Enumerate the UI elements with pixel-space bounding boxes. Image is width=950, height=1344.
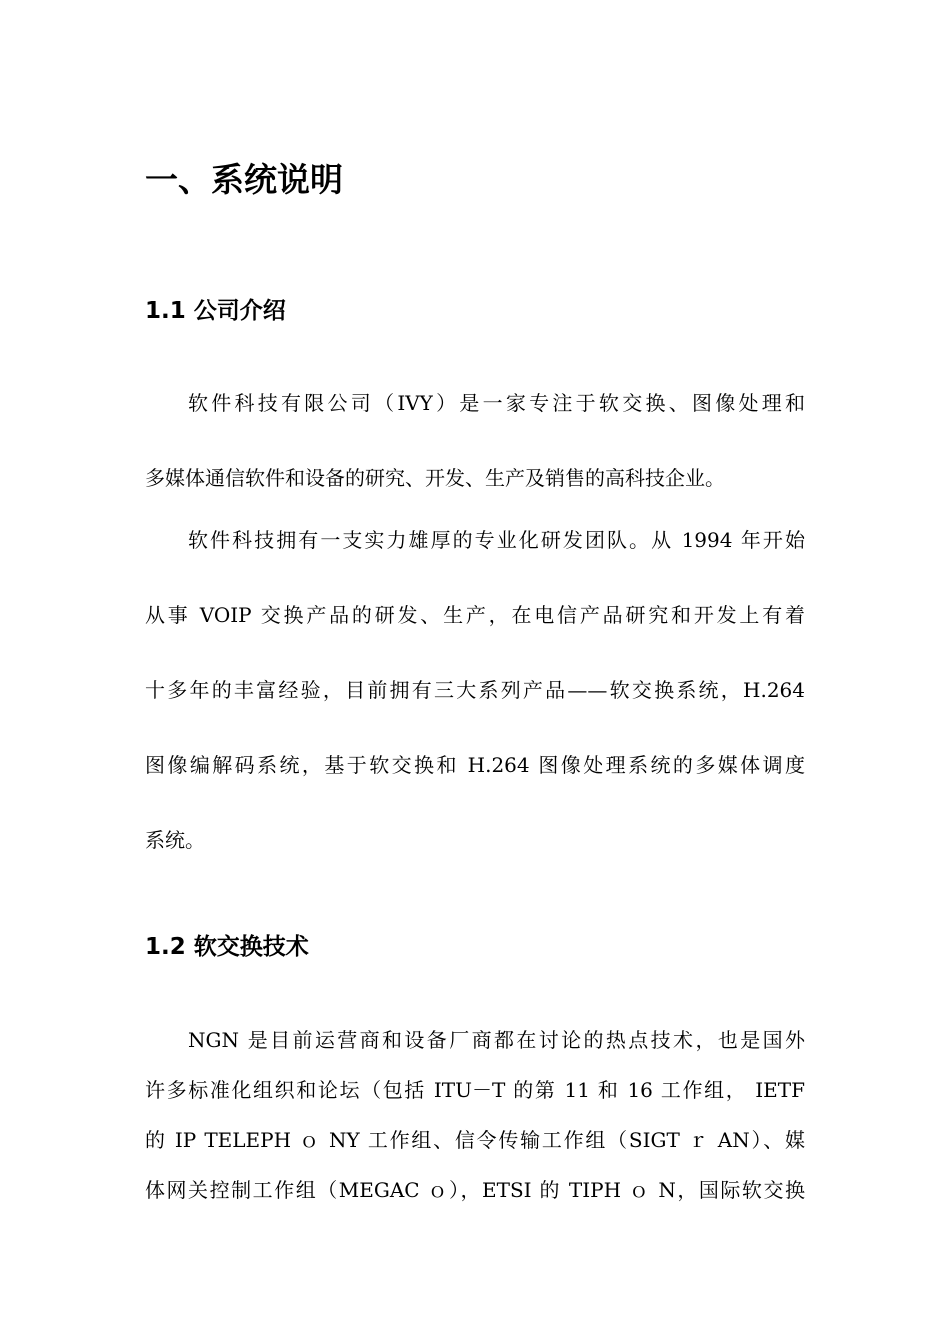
paragraph-line: 软件科技拥有一支实力雄厚的专业化研发团队。从 1994 年开始 (188, 528, 805, 552)
paragraph-line: 体网关控制工作组（MEGAC ｏ），ETSI 的 TIPH ｏ N，国际软交换 (145, 1178, 805, 1202)
section-title-softswitch: 1.2 软交换技术 (145, 934, 309, 960)
paragraph-line: 的 IP TELEPH ｏ NY 工作组、信令传输工作组（SIGT ｒ AN）、媒 (145, 1128, 805, 1152)
paragraph-line: 许多标准化组织和论坛（包括 ITU－T 的第 11 和 16 工作组， IETF (145, 1078, 805, 1102)
paragraph-line: 从事 VOIP 交换产品的研发、生产，在电信产品研究和开发上有着 (145, 603, 805, 627)
paragraph-line: 系统。 (145, 828, 205, 852)
page-title: 一、系统说明 (145, 160, 343, 199)
paragraph-line: 软件科技有限公司（IVY）是一家专注于软交换、图像处理和 (188, 391, 805, 415)
section-title-company-intro: 1.1 公司介绍 (145, 298, 286, 324)
paragraph-line: 多媒体通信软件和设备的研究、开发、生产及销售的高科技企业。 (145, 466, 725, 490)
paragraph-line: 图像编解码系统，基于软交换和 H.264 图像处理系统的多媒体调度 (145, 753, 805, 777)
paragraph-line: NGN 是目前运营商和设备厂商都在讨论的热点技术，也是国外 (188, 1028, 805, 1052)
paragraph-line: 十多年的丰富经验，目前拥有三大系列产品——软交换系统，H.264 (145, 678, 805, 702)
